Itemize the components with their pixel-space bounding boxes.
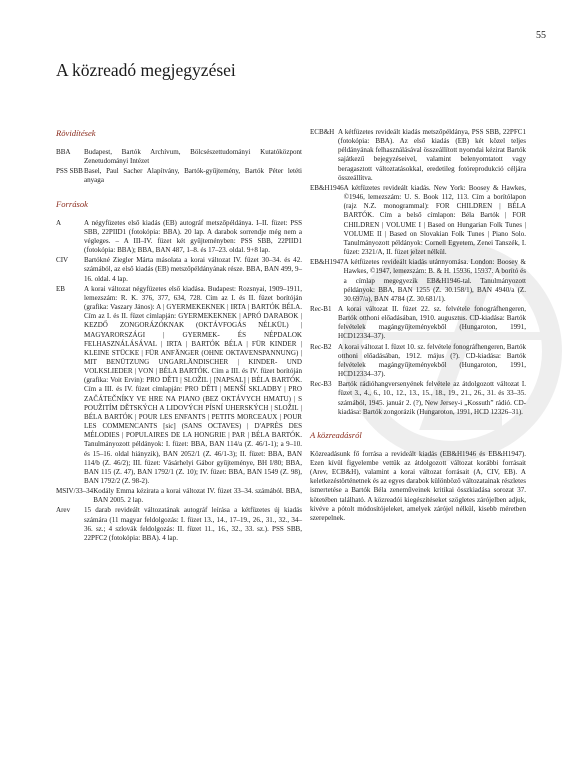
source-item <box>310 343 526 380</box>
source-text: A kétfüzetes revideált kiadás metszőpéldánya, PSS SBB, 22PFC1 (fotokópia: BBA). Az első kiadás (EB) két közel teljes példányának felhasználásával összeállított nyomdai kézirat Bartók sajátkezű bejegyzéseivel, valamint belenyomtatott vagy beragasztott változtatásokkal, eredetileg fotóreprodukció céljára összeállítva. <box>338 128 526 182</box>
source-text: A négyfüzetes első kiadás (EB) autográf metszőpéldánya. I–II. füzet: PSS SBB, 22PIID1 (fotokópia: BBA). 20 lap. A darabok sorrendje még nem a végleges. – A III–IV. füzet két gyűjteményben: PSS SBB, 22PIID1 (fotokópia: BBA); BBA, BAN 487, 1–8. és 17–23. oldal. 9+8 lap. <box>84 218 302 255</box>
page-title: A közreadó megjegyzései <box>56 60 236 80</box>
source-item <box>56 285 302 486</box>
source-item <box>56 256 302 283</box>
source-label: CIV <box>56 256 69 265</box>
source-item <box>310 305 526 342</box>
abbrev-text: Basel, Paul Sacher Alapítvány, Bartók-gyűjtemény, Bartók Péter letéti anyaga <box>84 167 302 185</box>
editor-paragraph: Közreadásunk fő forrása a revideált kiadás (EB&H1946 és EB&H1947). Ezen kívül figyelembe vettük az átdolgozott változat korábbi forrásait (Arev, ECB&H), valamint a korai változat forrásait (A, CIV, EB). A keletkezéstörténetnek és az egyes darabok különböző változatainak részletes ismertetése a Bartók Béla zeneműveinek kritikai összkiadása sorozat 37. kötetében található. A közreadói kiegészítéseket szögletes zárójelben adjuk, kivéve a pótolt módosítójeleket, amelyek zárójel nélkül, kisebb méretben szerepelnek. <box>310 449 526 522</box>
editor-heading: A közreadásról <box>310 429 362 440</box>
source-text: Bartók rádióhangversenyének felvétele az átdolgozott változat I. füzet 3., 4., 6., 10., 12., 13., 15., 18., 19., 21., 26., 31. és 33–35. számából, 1945. január 2. (?), New Jersey-i „Kossuth” rádió. CD-kiadása: Bartók zongorázik (Hungaroton, 1991, HCD 12326–31). <box>338 380 526 416</box>
source-label: Arev <box>56 506 71 515</box>
source-label: Rec-B1 <box>310 304 332 313</box>
abbrev-item <box>56 167 302 185</box>
source-label: MSIV/33–34 <box>56 487 94 496</box>
source-label: Rec-B2 <box>310 342 332 351</box>
abbrev-label: BBA <box>56 148 71 156</box>
source-text: A korai változat I. füzet 10. sz. felvétele fonográfhengeren, Bartók otthoni előadásában, 1912. május (?). CD-kiadása: Bartók felvételek magángyűjteményekből (Hungaroton, 1991, HCD12334–37). <box>338 342 526 379</box>
abbrev-list <box>56 148 302 186</box>
source-text: A kétfüzetes revideált kiadás utánnyomása. London: Boosey & Hawkes, ©1947, lemezszám: B. & H. 15936, 15937. A borító és a címlap megegyezik EB&H1946-tal. Tanulmányozott példányok: BBA, BAN 1255 (Z. 30.158/1), BAN 4940/a (Z. 30.697/a), BAN 4784 (Z. 30.681/1). <box>343 258 526 303</box>
source-text: A korai változat négyfüzetes első kiadása. Budapest: Rozsnyai, 1909–1911, lemezszám: R. K. 376, 377, 634, 728. Cím az I. és II. füzet borítóján (grafika: Vaszary János): A | GYERMEKEKNEK | IRTA | BARTÓK BÉLA. Cím az I. és II. füzet címlapján: GYERMEKEKNEK | APRÓ DARABOK | KEZDŐ ZONGORÁZÓKNAK (OKTÁVFOGÁS NÉLKÜL) | MAGYARORSZÁGI | GYERMEK- ÉS NÉPDALOK FELHASZNÁLÁSÁVAL | IRTA | BARTÓK BÉLA | FÜR KINDER | KLEINE STÜCKE | FÜR ANFÄNGER (OHNE OKTAVENSPANNUNG) | MIT BENÜTZUNG UNGARLÄNDISCHER | KINDER- UND VOLKSLIEDER | VON | BÉLA BARTÓK. Cím a III. és IV. füzet borítóján (grafika: Voit Ervin): PRO DĚTI | SLOŽIL | [NAPSAL] | BÉLA BARTÓK. Cím a III. és IV. füzet címlapján: PRO DĚTI | MENŠÍ SKLADBY | PRO ZAČÁTEČNÍKY VE HRE NA PIANO (BEZ OKTÁVYCH HMATU) | S POUŽITÍM DĚTSKÝCH A LIDOVÝCH PÍSNÍ UHERSKÝCH | SLOŽIL | BÉLA BARTÓK | POUR LES ENFANTS | PETITS MORCEAUX | POUR LES COMMENCANTS [sic] (SANS OCTAVES) | D'APRÈS DES MÉLODIES | POPULAIRES DE LA HONGRIE | PAR | BÉLA BARTÓK. Tanulmányozott példányok: I. füzet: BBA, BAN 114/a (Z. 46/1-1); a 9–10. és 15–16. oldal hiányzik), BAN 2052/1 (Z. 46/1-3); II. füzet: BBA, BAN 114/b (Z. 46/2); III. füzet: Vásárhelyi Gábor gyűjteménye, BH I/80; BBA, BAN 115 (Z. 47), BAN 1792/1 (Z. 10); IV. füzet: BBA, BAN 1549 (Z. 98), BAN 1792/2 (Z. 98-2). <box>84 284 302 485</box>
abbrev-heading: Rövidítések <box>56 128 96 138</box>
source-item <box>310 128 526 183</box>
source-label: Rec-B3 <box>310 380 332 389</box>
source-item <box>56 219 302 256</box>
source-text: Bartókné Ziegler Márta másolata a korai változat IV. füzet 30–34. és 42. számából, az első kiadás (EB) metszőpéldányának része. BBA, BAN 499, 9–16. oldal. 4 lap. <box>84 256 302 283</box>
source-label: EB&H1946 <box>310 183 344 192</box>
source-item <box>310 258 526 304</box>
abbrev-text: Budapest, Bartók Archívum, Bölcsészettudományi Kutatóközpont Zenetudományi Intézet <box>84 148 302 166</box>
source-text: Kodály Emma kézirata a korai változat IV. füzet 33–34. számából. BBA, BAN 2005. 2 lap. <box>93 487 302 505</box>
abbrev-label: PSS SBB <box>56 167 83 176</box>
left-column <box>56 128 302 544</box>
source-label: EB <box>56 284 66 293</box>
abbrev-item <box>56 148 302 166</box>
sources-heading: Források <box>56 198 88 209</box>
source-text: 15 darab revideált változatának autográf leírása a kétfüzetes új kiadás számára (11 magyar feldolgozás: I. füzet 13., 14., 17–19., 26., 31., 32., 34–36. sz.; 4 szlovák feldolgozás: II. füzet 11., 16., 32., 33. sz.). PSS SBB, 22PFC2 (fotokópia: BBA). 4 lap. <box>84 506 302 542</box>
source-text: A korai változat II. füzet 22. sz. felvétele fonográfhengeren, Bartók otthoni előadásában, 1910. augusztus. CD-kiadása: Bartók felvételek magángyűjteményekből (Hungaroton, 1991, HCD12334–37). <box>338 304 526 341</box>
source-item <box>310 380 526 417</box>
sources-list-continued <box>310 128 526 417</box>
source-item <box>310 184 526 257</box>
source-label: ECB&H <box>310 128 335 136</box>
source-text: A kétfüzetes revideált kiadás. New York: Boosey & Hawkes, ©1946, lemezszám: U. S. Book 112, 113. Cím a borítólapon (rajz N.Z. monogrammal): FOR CHILDREN | BÉLA BARTÓK. Cím a belső címlapon: Béla Bartók | FOR CHILDREN | VOLUME I | Based on Hungarian Folk Tunes | VOLUME II | Based on Slovakian Folk Tunes | Piano Solo. Tanulmányozott példányok: Cornell Egyetem, Zenei Tanszék, I. füzet: 2321/A, II. füzet jelzet nélkül. <box>343 183 526 257</box>
right-column <box>310 128 526 523</box>
source-label: EB&H1947 <box>310 258 344 267</box>
page-number: 55 <box>536 30 546 41</box>
source-item <box>56 506 302 543</box>
sources-list <box>56 219 302 543</box>
source-item <box>56 487 302 505</box>
source-label: A <box>56 218 62 227</box>
